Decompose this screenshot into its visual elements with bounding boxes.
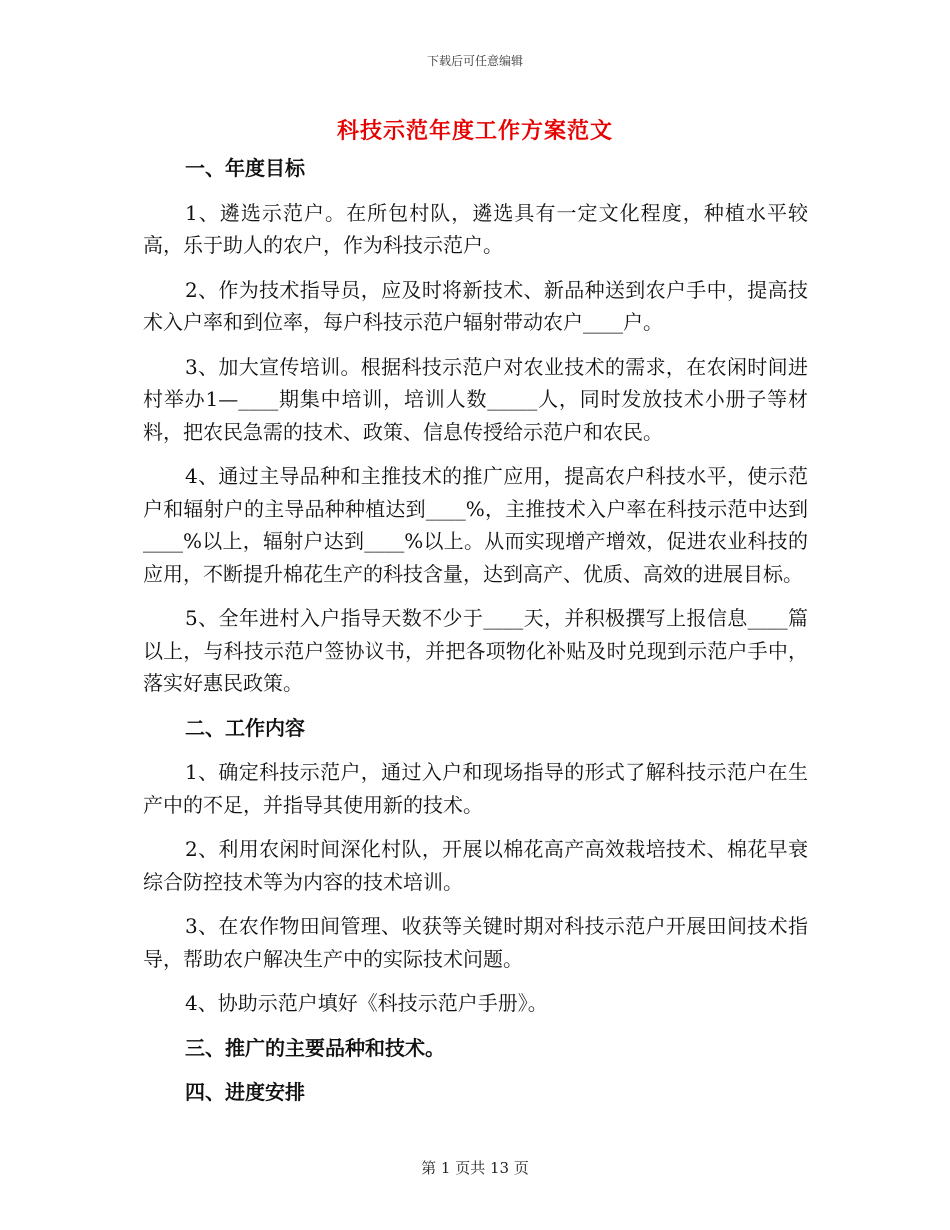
section-heading: 一、年度目标 [185,156,305,180]
section-heading: 三、推广的主要品种和技术。 [185,1035,445,1060]
document-body [143,152,808,1121]
paragraph: 3、加大宣传培训。根据科技示范户对农业技术的需求，在农闲时间进村举办1—____期集中培训，培训人数_____人，同时发放技术小册子等材料，把农民急需的技术、政策、信息传授给示范户和农民。 [143,354,808,444]
document-title: 科技示范年度工作方案范文 [336,118,613,144]
paragraph: 1、确定科技示范户，通过入户和现场指导的形式了解科技示范户在生产中的不足，并指导其使用新的技术。 [143,760,808,817]
section-heading: 二、工作内容 [185,715,305,740]
paragraph: 3、在农作物田间管理、收获等关键时期对科技示范户开展田间技术指导，帮助农户解决生产中的实际技术问题。 [143,914,808,971]
paragraph: 4、通过主导品种和主推技术的推广应用，提高农户科技水平，使示范户和辐射户的主导品种种植达到____%，主推技术入户率在科技示范中达到____%以上，辐射户达到____%以上。从而实现增产增效，促进农业科技的应用，不断提升棉花生产的科技含量，达到高产、优质、高效的进展目标。 [143,464,808,586]
paragraph: 2、作为技术指导员，应及时将新技术、新品种送到农户手中，提高技术入户率和到位率，每户科技示范户辐射带动农户____户。 [143,277,808,334]
paragraph: 4、协助示范户填好《科技示范户手册》。 [185,991,548,1015]
page-footer: 第 1 页共 13 页 [421,1159,529,1177]
section-heading: 四、进度安排 [185,1080,305,1104]
page-header-note: 下载后可任意编辑 [426,54,523,68]
paragraph: 5、全年进村入户指导天数不少于____天，并积极撰写上报信息____篇以上，与科技示范户签协议书，并把各项物化补贴及时兑现到示范户手中，落实好惠民政策。 [143,606,808,695]
paragraph: 1、遴选示范户。在所包村队，遴选具有一定文化程度，种植水平较高，乐于助人的农户，作为科技示范户。 [143,200,808,257]
paragraph: 2、利用农闲时间深化村队，开展以棉花高产高效栽培技术、棉花早衰综合防控技术等为内容的技术培训。 [143,837,808,894]
